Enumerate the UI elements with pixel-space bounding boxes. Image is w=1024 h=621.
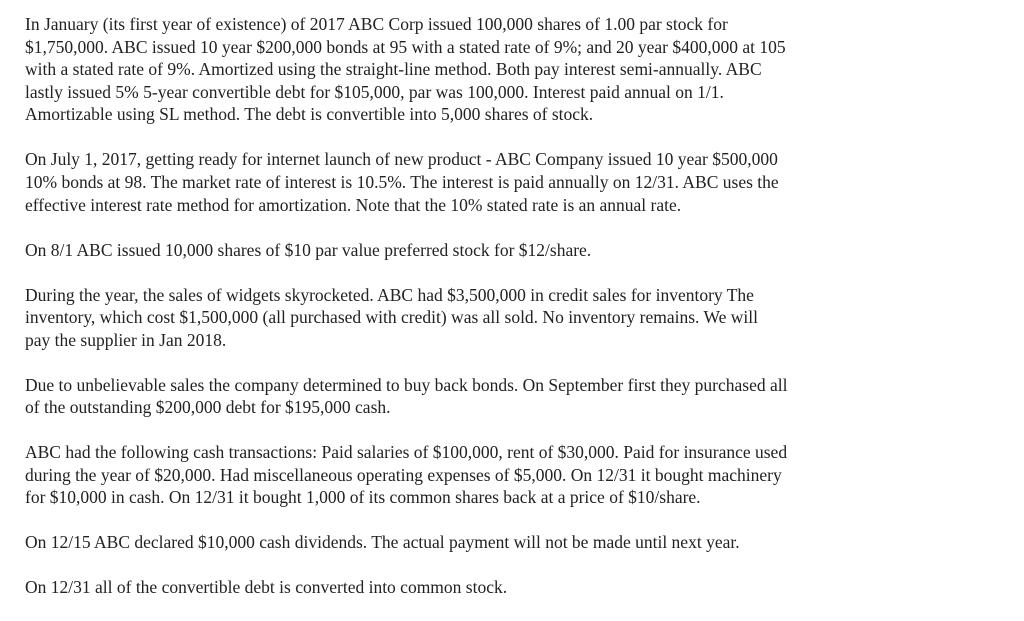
- paragraph-cash-transactions: ABC had the following cash transactions: Paid salaries of $100,000, rent of $30,000. Paid for insurance used during the year of $20,000. Had miscellaneous operating expenses of $5,000. On 12/31 it bought machinery for $10,000 in cash. On 12/31 it bought 1,000 of its common shares back at a price of $10/share.: [25, 442, 788, 508]
- paragraph-july-bond-issuance: On July 1, 2017, getting ready for internet launch of new product - ABC Company issued 10 year $500,000 10% bonds at 98. The market rate of interest is 10.5%. The interest is paid annually on 12/31. ABC uses the effective interest rate method for amortization. Note that the 10% stated rate is an annual rate.: [25, 149, 779, 215]
- paragraph-stock-and-bond-issuance: In January (its first year of existence) of 2017 ABC Corp issued 100,000 shares of 1.00 par stock for $1,750,000. ABC issued 10 year $200,000 bonds at 95 with a stated rate of 9%; and 20 year $400,000 at 105 with a stated rate of 9%. Amortized using the straight-line method. Both pay interest semi-annually. ABC lastly issued 5% 5-year convertible debt for $105,000, par was 100,000. Interest paid annual on 1/1. Amortizable using SL method. The debt is convertible into 5,000 shares of stock.: [25, 14, 786, 125]
- paragraph-sales-and-inventory: During the year, the sales of widgets skyrocketed. ABC had $3,500,000 in credit sales for inventory The inventory, which cost $1,500,000 (all purchased with credit) was all sold. No inventory remains. We will pay the supplier in Jan 2018.: [25, 284, 758, 350]
- paragraph-debt-conversion: On 12/31 all of the convertible debt is converted into common stock.: [25, 577, 508, 598]
- paragraph-bond-buyback: Due to unbelievable sales the company determined to buy back bonds. On September first they purchased all of the outstanding $200,000 debt for $195,000 cash.: [25, 374, 788, 418]
- paragraph-preferred-stock: On 8/1 ABC issued 10,000 shares of $10 par value preferred stock for $12/share.: [25, 239, 592, 260]
- document-body: [25, 13, 1015, 621]
- paragraph-dividends: On 12/15 ABC declared $10,000 cash dividends. The actual payment will not be made until next year.: [25, 532, 740, 553]
